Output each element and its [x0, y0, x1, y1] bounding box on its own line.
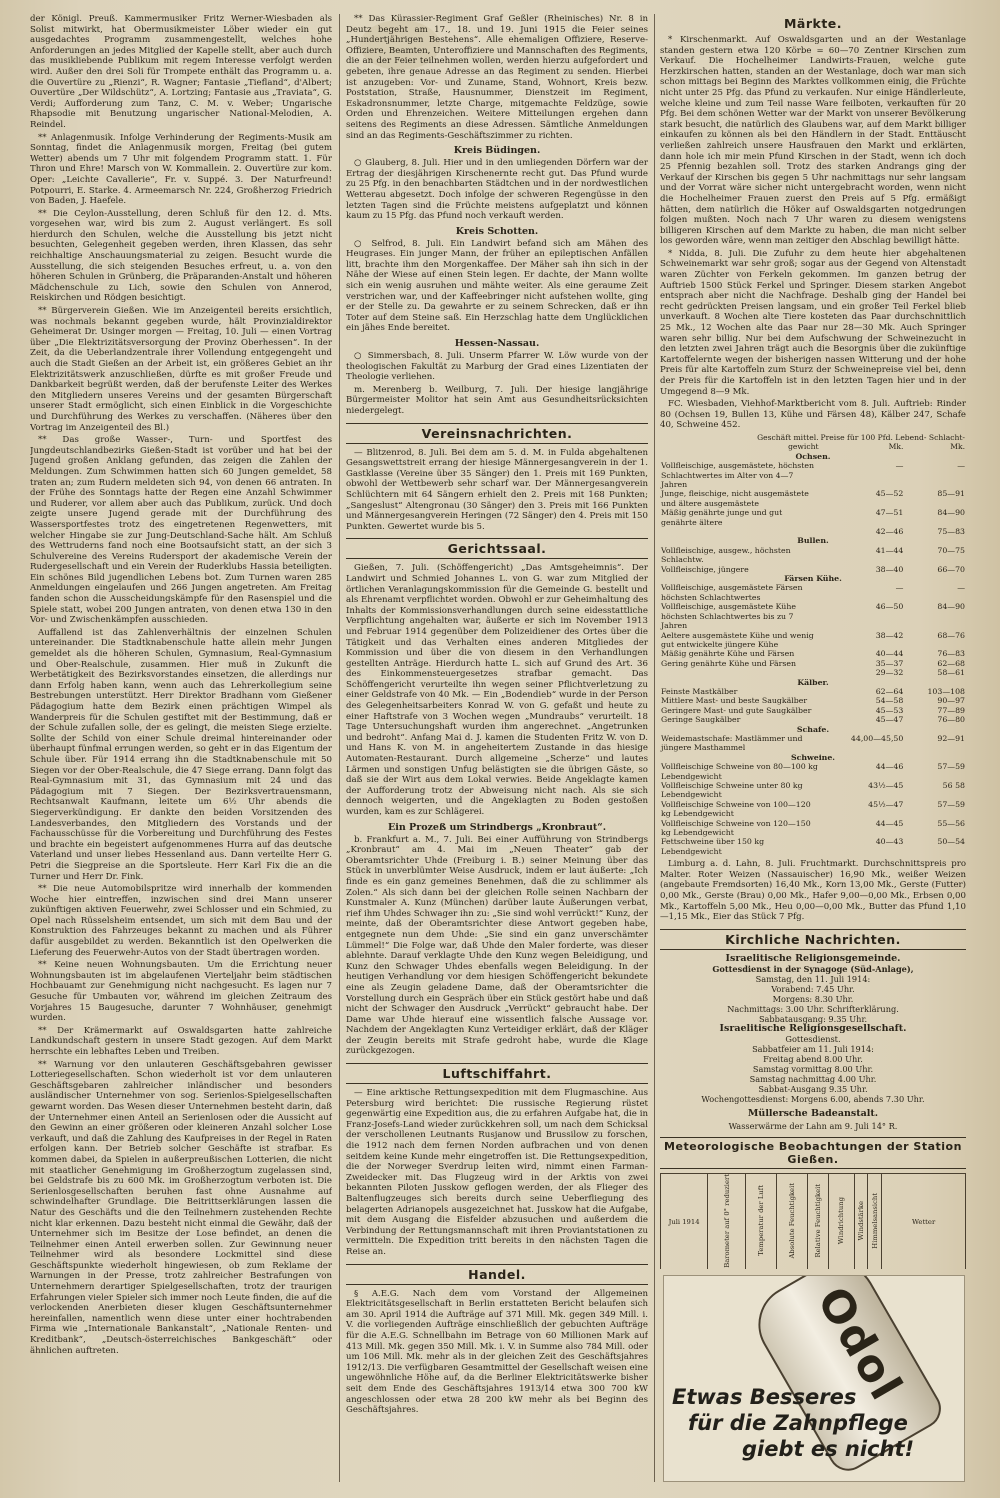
article-paragraph: ** Die neue Automobilspritze wird innerhalb der kommenden Woche hier eintreffen, inzwischen sind drei Mann unserer zukünftigen aktiven Feuerwehr, zwei Schlosser und ein Schmied, zu Opel nach Rüsselsheim entsendet, um sich mit dem Bau und der Konstruktion des Fahrzeuges bekannt zu machen und als Führer dafür ausgebildet zu werden. Bekanntlich ist den Opelwerken die Lieferung des Feuerwehr-Autos von der Stadt übertragen worden. [30, 884, 332, 958]
ad-line-2: für die Zahnpflege [688, 1411, 908, 1435]
price-section-label: Ochsen. [795, 451, 831, 461]
article-paragraph: der Königl. Preuß. Kammermusiker Fritz Werner-Wiesbaden als Solist mitwirkt, hat Obermusikmeister Löber wieder ein gut ausgedachtes Programm zusammengestellt, welches hohe Anforderungen an jedes Mitglied der Kapelle stellt, aber auch durch das musikliebende Publikum mit regem Interesse verfolgt werden wird. Außer den drei Soli für Trompete enthält das Programm u. a. die Ouvertüre zu „Rienzi“, R. Wagner; Fantasie „Tiefland“, d'Albert; Ouvertüre „Der Wildschütz“, A. Lortzing; Fantasie aus „Traviata“, G. Verdi; Aufforderung zum Tanz, C. M. v. Weber; Ungarische Rhapsodie mit Benutzung ungarischer National-Melodien, A. Reindel. [30, 14, 332, 130]
church-notice-line: Israelitische Religionsgesellschaft. [719, 1022, 907, 1034]
price-slaughter: 56 58 [942, 781, 965, 790]
price-section-row [660, 574, 966, 583]
article-paragraph: ** Anlagenmusik. Infolge Verhinderung der Regiments-Musik am Sonntag, findet die Anlagenmusik morgen, Freitag (bei gutem Wetter) abends um 7 Uhr mit folgendem Programm statt. 1. Für Thron und Ehre! Marsch von W. Kommallein. 2. Ouvertüre zur kom. Oper: „Leichte Cavallerie“, Fr. v. Suppé. 3. Der Naturfreund! Potpourri, E. Starke. 4. Armeemarsch Nr. 224, Großherzog Friedrich von Baden, J. Haefele. [30, 132, 332, 207]
article-paragraph: ** Die Ceylon-Ausstellung, deren Schluß für den 12. d. Mts. vorgesehen war, wird bis zum 2. August verlängert. Es soll hierdurch den Schulen, welche die Ausstellung bis jetzt nicht besuchten, Gelegenheit gegeben werden, ihren Klassen, das sehr reichhaltige Anschauungsmaterial zu zeigen. Besucht wurde die Ausstellung, die sich steigenden Besuches erfreut, u. a. von den höheren Schulen in Grünberg, die Präparanden-Anstalt und höheren Mädchenschule zu Lich, sowie den Schulen von Annerod, Reiskirchen und Rödgen besichtigt. [30, 208, 332, 304]
price-row [660, 706, 966, 715]
price-slaughter: 68—76 [937, 630, 965, 640]
section-heading-meteorologie: Meteorologische Beobachtungen der Station Gießen. [660, 1137, 966, 1169]
cattle-price-table [660, 433, 966, 856]
church-notice-line: Samstag vormittag 8.00 Uhr. [752, 1063, 874, 1074]
weather-column-label: Wetter [912, 1217, 936, 1226]
price-label: Vollfleischige, ausgemästete Färsen höchsten Schlachtwertes [661, 583, 803, 602]
weather-column-label: Juli 1914 [668, 1217, 700, 1226]
price-section-label: Färsen Kühe. [784, 574, 842, 584]
price-slaughter: 66—70 [937, 564, 965, 574]
price-row [660, 659, 966, 668]
price-row [660, 819, 966, 838]
weather-column-header [708, 1173, 746, 1269]
article-paragraph: ** Das große Wasser-, Turn- und Sportfest des Jungdeutschlandbezirks Gießen-Stadt ist vorüber und hat bei der Jugend großen Anklang gefunden, das zeigen die Zahlen der Meldungen. Zum Schwimmen hatten sich 60 Jungen gemeldet, 58 traten an; zum Rudern meldeten sich 94, von denen 66 antraten. In der Frühe des Sonntags hatte der Regen eine Anzahl Schwimmer und Ruderer, vor allem aber auch das Publikum, zurück. Und doch zeigte unsere Jugend gerade mit der Durchführung des Wassersportfestes trotz des eingetretenen Regenwetters, mit welcher Hingabe sie zur Jung-Deutschland-Sache hält. Am Schluß des Wettruderns fand noch eine Bootsaufsicht statt, an der sich 3 Schulvereine des Vereins Rudersport der akademische Verein der Rudergesellschaft und ein Verein der Ruderklubs Hassia beteiligten. Ein schönes Bild jugendlichen Lebens bot. Zum Turnen waren 285 Anmeldungen eingelaufen und 266 Jungen angetreten. Am Freitag fanden schon die Ausscheidungskämpfe für den Rasenspiel und die Spiele statt, wobei 200 Jungen antraten, von denen etwa 130 in den Vor- und Zwischenkämpfen ausschieden. [30, 435, 332, 626]
price-label [660, 527, 820, 536]
article-paragraph: Gießen, 7. Juli. (Schöffengericht) „Das Amtsgeheimnis“. Der Landwirt und Schmied Johannes L. von G. war zum Mitglied der örtlichen Veranlagungskommission für die Gemeinde G. bestellt und als Ehrenamt verpflichtet worden. Obwohl er zur Geheimhaltung des Inhalts der Kommissionsverhandlungen durch seine eidesstattliche Verpflichtung angehalten war, äußerte er sich im November 1913 und Februar 1914 gegenüber dem Polizeidiener des Ortes über die Tätigkeit und das Verhalten eines anderen Mitgliedes der Kommission und über die von diesem in den Verhandlungen gestellten Anträge. Hierdurch hatte L. sich auf Grund des Art. 36 des Einkommensteuergesetzes strafbar gemacht. Das Schöffengericht verurteilte ihn wegen seiner Pflichtverletzung zu einer Geldstrafe von 40 Mk. — Ein „Bodendieb“ wurde in der Person des Gelegenheitsarbeiters Konrad W. von G. gefaßt und heute zu einer Haftstrafe von 3 Wochen wegen „Mundraubs“ verurteilt. 18 Tage Untersuchungshaft wurden ihm angerechnet. „Angetrunken und bedroht“. Anfang Mai d. J. kamen die Studenten Fritz W. von D. und Hans K. von M. in angeheitertem Zustande in das hiesige Automaten-Restaurant. Durch allgemeine „Scherze“ und lautes Lärmen und sonstigen Unfug belästigten sie die übrigen Gäste, so daß sie der Wirt aus dem Lokal verwies. Beide Angeklagte kamen der Aufforderung trotz der Abweisung nicht nach. Als sie sich dennoch weigerten, und die Angeklagten zu Boden gestoßen wurden, kam es zur Schlägerei. [346, 563, 648, 817]
article-paragraph: ○ Selfrod, 8. Juli. Ein Landwirt befand sich am Mähen des Heugrases. Ein junger Mann, der früher an epileptischen Anfällen litt, brachte ihm den Morgenkaffee. Der Mäher sah ihn sich in der Nähe der Wiese auf einen Stein legen. Er dachte, der Mann wollte sich ein wenig ausruhen und mähte weiter. Als eine geraume Zeit verstrichen war, und der Kaffeebringer nicht aufstehen wollte, ging er der Stelle zu. Da gewahrte er zu seinem Schrecken, daß er ihn Toter auf dem Steine saß. Ein Herzschlag hatte dem Unglücklichen ein jähes Ende bereitet. [346, 238, 648, 334]
church-notice-line: Gottesdienst in der Synagoge (Süd-Anlage), [712, 963, 914, 974]
weather-column-header [868, 1173, 882, 1269]
section-heading-handel: Handel. [346, 1264, 648, 1285]
price-slaughter: 76—83 [937, 649, 965, 659]
price-label: Junge, fleischige, nicht ausgemästete und ältere ausgemästete [661, 489, 809, 508]
article-paragraph: ** Bürgerverein Gießen. Wie im Anzeigenteil bereits ersichtlich, was nochmals bekannt gegeben wurde, hält Provinzialdirektor Geheimerat Dr. Usinger morgen — Freitag, 10. Juli — einen Vortrag über „Die Elektrizitätsversorgung der Provinz Oberhessen“. In der Zeit, da die Ueberlandzentrale ihrer Vollendung entgegengeht und auch die Stadt Gießen an der Arbeit ist, ein größeres Gebiet an ihr Elektrizitätswerk anzuschließen, dürfte es mit großer Freude und Dankbarkeit begrüßt werden, daß der berufenste Leiter des Werkes den Mitgliedern unseres Vereins und der gesamten Bürgerschaft unserer Stadt ermöglicht, sich einen Einblick in die Vorgeschichte und Durchführung des Werkes zu verschaffen. (Näheres über den Vortrag im Anzeigenteil des Bl.) [30, 306, 332, 433]
price-section-row [660, 753, 966, 762]
article-paragraph: — Eine arktische Rettungsexpedition mit dem Flugmaschine. Aus Petersburg wird berichtet: Die russische Regierung rüstet gegenwärtig eine Expedition aus, die zu erfahren Aufgabe hat, die in Franz-Josefs-Land wieder zurückkehren soll, um nach dem Schicksal der verschollenen Leutnants Rusjanow und Brussilow zu forschen, die 1912 nach dem fernen Norden aufbrachen und von denen seitdem keine Kunde mehr eingetroffen ist. Die Rettungsexpedition, die der Norweger Sverdrup leiten wird, nimmt einen Farman-Zweidecker mit. Das Flugzeug wird in der Arktis von zwei bekannten Piloten Jusskow geflogen werden, der als Flieger des Baltenflugzeuges sich bereits durch seine Ueberfliegung des belagerten Adrianopels ausgezeichnet hat. Jusskow hat die Aufgabe, mit dem Ausgang die Eisfelder abzusuchen und außerdem die Verbindung der Rettungsmannschaft mit ihren Proviantstationen zu vermitteln. Die Expedition tritt bereits in den nächsten Tagen die Reise an. [346, 1088, 648, 1257]
price-label: Mäßig genährte junge und gut genährte ältere [661, 508, 783, 527]
price-row [660, 649, 966, 658]
price-live: 45—53 [875, 705, 904, 715]
price-row [660, 631, 966, 650]
price-slaughter: 50—54 [937, 837, 965, 847]
price-label: Vollfleischige, ausgemästete Kühe höchsten Schlachtwertes bis zu 7 Jahren [661, 602, 796, 631]
article-paragraph: § A.E.G. Nach dem vom Vorstand der Allgemeinen Elektricitätsgesellschaft in Berlin erstatteten Bericht belaufen sich am 30. April 1914 die Aufträge auf 371 Mill. Mk. gegen 349 Mill. i. V. die vorliegenden Aufträge einschließlich der gebuchten Aufträge für die A.E.G. Schnellbahn im Betrage von 60 Millionen Mark auf 413 Mill. Mk. gegen 350 Mill. Mk. i. V. in Summe also 784 Mill. oder um 106 Mill. Mk. mehr als in der gleichen Zeit des Geschäftsjahres 1912/13. Die verfügbaren Gesamtmittel der Gesellschaft weisen eine ungewöhnliche Höhe auf, da die Berliner Elektricitätswerke bisher seit dem Ende des Geschäftsjahres 1913/14 etwa 300 700 kW angeschlossen oder etwa 28 200 kW mehr als bei Beginn des Geschäftsjahres. [346, 1288, 648, 1416]
price-header-title [820, 433, 966, 442]
church-notice-line: Sabbatfeier am 11. Juli 1914: [752, 1043, 874, 1054]
price-row [660, 527, 966, 536]
price-header-c1: Preise für 100 Pfd. Lebend- [820, 432, 927, 442]
price-live: 38—42 [875, 630, 904, 640]
church-notice-line: Samstag, den 11. Juli 1914: [755, 973, 871, 984]
price-live: 45½—47 [868, 799, 904, 809]
column-rule [339, 14, 340, 1482]
price-label: Vollfleischige Schweine von 100—120 kg Lebendgewicht [661, 799, 811, 819]
price-slaughter: 85—91 [937, 489, 965, 499]
price-header-left: Geschäft mittel. [757, 432, 819, 442]
price-label: Vollfleischige Schweine unter 80 kg Lebendgewicht [661, 781, 803, 800]
price-label: Mittlere Mast- und beste Saugkälber [661, 696, 808, 706]
article-paragraph: ○ Glauberg, 8. Juli. Hier und in den umliegenden Dörfern war der Ertrag der diesjährigen Kirschenernte recht gut. Das Pfund wurde zu 25 Pfg. in den benachbarten Städtchen und in der nordwestlichen Wetterau abgesetzt. Doch infolge der schweren Regengüsse in den letzten Tagen sind die Früchte meistens aufgeplatzt und können kaum zu 15 Pfg. das Pfund noch verkauft werden. [346, 158, 648, 222]
price-live: 44,00—45,50 [850, 733, 904, 743]
price-slaughter: 75—83 [937, 527, 965, 537]
weather-column-label: Barometer auf 0° reduziert [722, 1173, 731, 1268]
price-header-c2: Schlacht- [928, 432, 965, 442]
section-subhead-badeanstalt: Müllersche Badeanstalt. [747, 1107, 879, 1119]
article-paragraph: Limburg a. d. Lahn, 8. Juli. Fruchtmarkt. Durchschnittspreis pro Malter. Roter Weizen (Nassauischer) 16,90 Mk., weißer Weizen (angebaute Fremdsorten) 16,40 Mk., Korn 13,00 Mk., Gerste (Futter) 0,00 Mk., Gerste (Brau) 0,00 Mk., Hafer 9,00—0,00 Mk., Erbsen 0,00 Mk., Kartoffeln 5,00 Mk., Heu 0,00—0,00 Mk., Butter das Pfund 1,10—1,15 Mk., Eier das Stück 7 Pfg. [660, 859, 966, 923]
article-paragraph: ** Keine neuen Wohnungsbauten. Um die Errichtung neuer Wohnungsbauten ist im abgelaufenen Vierteljahr beim städtischen Hochbauamt zur Genehmigung nicht nachgesucht. Es lagen nur 7 Gesuche für Umbauten vor, während im gleichen Zeitraum des Vorjahres 15 Baugesuche, darunter 7 Wohnhäuser, genehmigt wurden. [30, 960, 332, 1024]
price-unit: Mk. [950, 442, 965, 452]
price-live: 46—50 [875, 602, 904, 612]
price-slaughter: 84—90 [937, 508, 965, 518]
weather-column-header [661, 1173, 708, 1269]
article-paragraph: ○ Simmersbach, 8. Juli. Unserm Pfarrer W. Löw wurde von der theologischen Fakultät zu Marburg der Grad eines Lizentiaten der Theologie verliehen. [346, 351, 648, 383]
article-paragraph: * Nidda, 8. Juli. Die Zufuhr zu dem heute hier abgehaltenen Schweinemarkt war sehr groß; sogar aus der Gegend von Altenstadt waren Züchter von Ferkeln gekommen. Im ganzen betrug der Auftrieb 1500 Stück Ferkel und Springer. Diesem starken Angebot entsprach aber nicht die Nachfrage. Deshalb ging der Handel bei recht gedrückten Preisen langsam, und ein großer Teil Ferkel blieb unverkauft. 8 Wochen alte Tiere kosteten das Paar durchschnittlich 25 Mk., 12 Wochen alte das Paar nur 28—30 Mk. Auch Springer waren sehr billig. Nur bei dem Aufschwung der Schweinezucht in den letzten zwei Jahren trägt auch die Besorgnis über die zukünftige Kartoffelernte wegen der bisherigen nassen Witterung und der hohe Preis für alte Kartoffeln zum Sturz der Schweinepreise viel bei, denn der Preis für die Kartoffeln ist in den letzten Tagen hier und in der Umgegend 8—9 Mk. [660, 248, 966, 397]
price-section-label: Bullen. [797, 536, 829, 546]
price-live: 47—51 [875, 508, 904, 518]
article-subhead: Ein Prozeß um Strindbergs „Kronbraut“. [387, 821, 607, 833]
price-section-row [660, 536, 966, 545]
church-notice-line: Nachmittags: 3.00 Uhr. Schrifterklärung. [727, 1003, 899, 1014]
price-section-row [660, 678, 966, 687]
ad-line-1: Etwas Besseres [672, 1385, 857, 1409]
price-label: Vollfleischige Schweine von 120—150 kg Lebendgewicht [661, 818, 811, 838]
price-row [660, 687, 966, 696]
price-row [660, 583, 966, 602]
price-slaughter: 77—89 [937, 705, 965, 715]
bottle-label: Odol [806, 1278, 913, 1410]
article-paragraph: — Blitzenrod, 8. Juli. Bei dem am 5. d. M. in Fulda abgehaltenen Gesangswettstreit errang der hiesige Männergesangverein in der 1. Gastklasse (Vereine über 35 Sänger) den 1. Preis mit 169 Punkten, obwohl der Wettbewerb sehr scharf war. Der Männergesangverein Schlüchtern mit 64 Sängern erhielt den 2. Preis mit 168 Punkten; „Sangeslust“ Altengronau (30 Sänger) den 3. Preis mit 166 Punkten und Männergesangverein Heringen (72 Sänger) den 4. Preis mit 150 Punkten. Gewertet wurde bis 5. [346, 447, 648, 532]
price-label: Weidemastschafe: Mastlämmer und jüngere Masthammel [661, 733, 803, 753]
weather-column-header [777, 1173, 808, 1269]
price-live: 44—46 [875, 762, 904, 772]
ad-line-3: giebt es nicht! [742, 1437, 915, 1461]
price-live: 40—44 [875, 649, 904, 659]
price-label: Aeltere ausgemästete Kühe und wenig gut entwickelte jüngere Kühe [661, 630, 814, 649]
weather-column-label: Relative Feuchtigkeit [814, 1183, 823, 1258]
price-section-row [660, 452, 966, 461]
price-live: — [895, 583, 904, 593]
church-notice-line: Morgens: 8.30 Uhr. [772, 993, 854, 1004]
price-row [660, 546, 966, 565]
odol-advertisement [663, 1275, 965, 1482]
price-slaughter: 90—97 [937, 696, 965, 706]
price-live: 54—58 [875, 696, 904, 706]
price-label: Vollfleischige, ausgemästete, höchsten Schlachtwertes im Alter von 4—7 Jahren [661, 461, 814, 489]
section-heading-kirchliche: Kirchliche Nachrichten. [660, 929, 966, 950]
price-slaughter: — [957, 583, 965, 593]
church-notice-line: Wochengottesdienst: Morgens 6.00, abends 7.30 Uhr. [701, 1093, 925, 1104]
price-row [660, 461, 966, 489]
price-label: Vollfleischige Schweine von 80—100 kg Lebendgewicht [661, 762, 818, 781]
price-table-units [660, 442, 966, 451]
church-notice-line: Freitag abend 8.00 Uhr. [763, 1053, 863, 1064]
church-notice-line: Israelitische Religionsgemeinde. [725, 952, 901, 964]
price-live: 42—46 [875, 527, 904, 537]
article-paragraph: ** Das Kürassier-Regiment Graf Geßler (Rheinisches) Nr. 8 in Deutz begeht am 17., 18. und 19. Juni 1915 die Feier seines „Hundertjährigen Bestehens“. Alle ehemaligen Offiziere, Reserve-Offiziere, Beamten, Unteroffiziere und Mannschaften des Regiments, die an der Feier teilnehmen wollen, werden hierzu aufgefordert und gebeten, ihre genaue Adresse an das Regiment zu senden. Hierbei ist anzugeben: Vor- und Zuname, Stand, Wohnort, Kreis bezw. Poststation, Straße, Hausnummer, Dienstzeit im Regiment, Eskadronsnummer, letzte Charge, mitgemachte Feldzüge, sowie Orden und Ehrenzeichen. Weitere Mitteilungen ergehen dann seitens des Regiments an diese Adressen. Sämtliche Anmeldungen sind an das Regiments-Geschäftszimmer zu richten. [346, 14, 648, 141]
price-slaughter: — [957, 461, 965, 471]
price-slaughter: 57—59 [937, 762, 965, 772]
section-subhead: Kreis Schotten. [455, 225, 539, 237]
article-paragraph: * Kirschenmarkt. Auf Oswaldsgarten und an der Westanlage standen gestern etwa 120 Körbe = 60—70 Zentner Kirschen zum Verkauf. Die Hochelheimer Landwirts-Frauen, welche gute Herzkirschen hatten, standen an der Westanlage, doch war man sich schon mittags bei Beginn des Marktes vollkommen einig, die Früchte nicht unter 25 Pfg. das Pfund zu verkaufen. Nur einige Händlerleute, welche kleine und zum Teil nasse Ware feilboten, verkauften für 20 Pfg. Bei dem schönen Wetter war der Markt von unserer Bevölkerung stark besucht, die natürlich des Glaubens war, auf dem Markt billiger einkaufen zu können als bei den Händlern in der Stadt. Enttäuscht verließen zahlreich unsere Hausfrauen den Markt und erklärten, dann hole ich mir mein Pfund Kirschen in der Stadt, wenn ich doch 25 Pfennig bezahlen soll. Trotz des starken Andrangs ging der Verkauf der Kirschen bis gegen 5 Uhr nachmittags nur sehr langsam und der Vorrat wäre sicher nicht untergebracht worden, wenn nicht die Hochelheimer Frauen zuerst den Preis auf 5 Pfg. ermäßigt hätten, dem natürlich die Höker auf Oswaldsgarten notgedrungen folgen mußten. Noch nach 7 Uhr waren zu diesem wenigstens billigeren Kirschen auf dem Markte zu haben, die man nicht selber los geworden wäre, wenn man zeitiger den Abschlag bewilligt hätte. [660, 35, 966, 247]
price-label: Geringere Mast- und gute Saugkälber [661, 705, 812, 715]
price-row [660, 837, 966, 856]
article-paragraph: Auffallend ist das Zahlenverhältnis der einzelnen Schulen untereinander. Die Stadtknabenschule hatte allein mehr Jungen gemeldet als die höheren Schulen, Gymnasium, Real-Gymnasium und Ober-Realschule, zusammen. Hier muß in Zukunft die Werbetätigkeit des Bezirksvorstandes einsetzen, die allerdings nur dann Erfolg haben kann, wenn auch das Lehrerkollegium seine Bestrebungen unterstützt. Herr Direktor Bradhann vom Gießener Pädagogium hatte dem Bezirk einen prächtigen Wimpel als Wanderpreis für die Schulen gestiftet mit der Bestimmung, daß er der Schule zufallen solle, der es gelingt, die meisten Siege erzielte. Sollte der Schild von einer Schule dreimal hintereinander oder überhaupt fünfmal errungen werden, so geht er in das Eigentum der Schule über. Für 1914 errang ihn die Stadtknabenschule mit 50 Siegen vor der Ober-Realschule, die 47 Siege errang. Dann folgt das Real-Gymnasium mit 31, das Gymnasium mit 24 und das Pädagogium mit 7 Siegen. Der Bezirksvertrauensmann, Rechtsanwalt Kaufmann, leitete um 6½ Uhr abends die Siegerverkündigung. Er dankte den beiden Vorsitzenden des Landesverbandes, den Mitgliedern des Vorstands und der Fachausschüsse für die Vorbereitung und Durchführung des Festes und brachte ein begeistert aufgenommenes Hurra auf das deutsche Vaterland und unser liebes Hessenland aus. Dann verteilte Herr G. Petri die Siegpreise an die Sportsleute. Herr Karl Fix die an die Turner und Herr Dr. Fink. [30, 627, 332, 882]
price-table-header [660, 433, 966, 442]
weather-column-label: Windrichtung [837, 1197, 846, 1245]
price-slaughter: 55—56 [937, 818, 965, 828]
weather-column-label: Temperatur der Luft [757, 1185, 766, 1256]
price-header-c3: gewicht [788, 442, 819, 452]
section-heading-maerkte: Märkte. [783, 16, 843, 31]
column-1 [30, 14, 332, 1484]
article-paragraph: ** Warnung vor den unlauteren Geschäftsgebahren gewisser Lotteriegesellschaften. Schon wiederholt ist vor dem unlauteren Geschäftsgebaren zahlreicher inländischer und besonders ausländischer Unternehmer von sog. Serienlos-Spielgesellschaften gewarnt worden. Das Wesen dieser Unternehmen besteht darin, daß der Unternehmer einen Anteil an Serienlosen oder die Aussicht auf den Gewinn an einer größeren oder kleineren Anzahl solcher Lose verkauft, und daß die Zahlung des Kaufpreises in der Regel in Raten erfolgen kann. Der Betrieb solcher Geschäfte ist strafbar. Es kommen dabei, da Spielen in außerpreußischen Lotterien, die nicht mit staatlicher Genehmigung im Großherzogtum zugelassen sind, bei Geldstrafe bis zu 600 Mk. im Großherzogtum verboten ist. Die Serienlosgesellschaften beruhen fast ohne Ausnahme auf schwindelhafter Grundlage. Die Beitrittserklärungen lassen die Natur des Geschäfts und die den Teilnehmern zustehenden Rechte nicht klar erkennen. Dazu besteht nicht einmal die Gewähr, daß der Unternehmer sich im Besitze der Lose befindet, an denen die Teilnehmer einen Anteil erwerben sollen. Zur Gewinnung neuer Teilnehmer wird als besondere Lockmittel sind diese Geschäftspunkte wiederholt hingewiesen, ob zum Reklame der Warnungen in der Presse, trotz zahlreicher Bestrafungen von Unternehmern derartiger Spielgesellschaften, trotz der traurigen Erfahrungen vieler Spieler sich immer noch Leute finden, die auf die verlockenden Anerbieten dieser klugen Geschäftsunternehmer hereinfallen, namentlich wenn diese unter einer hochtrabenden Firma wie „Internationale Bankanstalt“, „Nationale Renten- und Kreditbank“, „Deutsch-österreichisches Bankgeschäft“ oder ähnlichen auftreten. [30, 1059, 332, 1356]
price-slaughter: 70—75 [937, 545, 965, 555]
price-row [660, 565, 966, 574]
price-live: 62—64 [875, 686, 904, 696]
price-slaughter: 84—90 [937, 602, 965, 612]
church-notice-line: Gottesdienst. [785, 1033, 841, 1044]
weather-column-header [829, 1173, 855, 1269]
price-row [660, 734, 966, 753]
section-subhead: Kreis Büdingen. [453, 145, 541, 157]
water-temperature: Wasserwärme der Lahn am 9. Juli 14° R. [728, 1120, 898, 1131]
price-slaughter: 92—91 [937, 733, 965, 743]
section-heading-gerichtssaal: Gerichtssaal. [346, 538, 648, 559]
price-live: 29—32 [875, 668, 904, 678]
price-label: Geringe Saugkälber [661, 715, 741, 725]
price-row [660, 715, 966, 724]
church-notice-line: Sabbat-Ausgang 9.35 Uhr. [758, 1083, 868, 1094]
weather-header-row [661, 1173, 966, 1269]
price-live: 45—52 [875, 489, 904, 499]
price-label [660, 668, 820, 677]
price-slaughter: 57—59 [937, 799, 965, 809]
weather-table [660, 1173, 966, 1269]
column-2 [346, 14, 648, 1484]
price-slaughter: 58—61 [937, 668, 965, 678]
price-section-label: Kälber. [797, 677, 829, 687]
church-notice-line: Vorabend: 7.45 Uhr. [771, 983, 855, 994]
price-row [660, 762, 966, 781]
price-row [660, 781, 966, 800]
price-live: 44—45 [875, 818, 904, 828]
price-row [660, 508, 966, 527]
price-label: Vollfleischige, ausgew., höchsten Schlachtw. [661, 545, 791, 565]
weather-column-label: Himmelsansicht [870, 1192, 879, 1249]
price-label: Feinste Mastkälber [661, 686, 738, 696]
price-live: 41—44 [875, 545, 904, 555]
price-live: 45—47 [875, 715, 904, 725]
price-slaughter: 62—68 [937, 658, 965, 668]
article-paragraph: b. Frankfurt a. M., 7. Juli. Bei einer Aufführung von Strindbergs „Kronbraut“ am 4. Mai im „Neuen Theater“ gab der Oberamtsrichter Uhde (Freiburg i. B.) seiner Meinung über das Stück in unverblümter Weise Ausdruck, indem er laut äußerte: „Ich finde es ein ganz gemeines Benehmen, daß die zu schlimmer als Zolen.“ Als sich dann bei der gleichen Rolle seinen Nachbarn der Kunstmaler A. Kunz (München) darüber laute Äußerungen verbat, rief ihm Uhdes Schwager ihn zu: „Sie sind wohl verrückt!“ Kunz, der meinte, daß der Oberamtsrichter diese Antwort gegeben habe, entgegnete nun dem Uhde: „Sie sind ein ganz unverschämter Lümmel!“ Die Folge war, daß Uhde den Maler forderte, was dieser ablehnte. Darauf verklagte Uhde den Kunz wegen Beleidigung, und Kunz den Schwager Uhdes ebenfalls wegen Beleidigung. In der heutigen Verhandlung vor dem hiesigen Schöffengericht bekundete eine als Zeugin geladene Dame, daß der Oberamtsrichter die Vorstellung durch ein Gespräch über ein Stück gestört habe und daß nicht der Schwager den Ausdruck „Verrückt“ gebraucht habe. Der Dame war Uhde hierauf eine wissentlich falsche Aussage vor. Nachdem der Angeklagten Kunz Verteidiger erklärt, daß der Kläger der Zeugin bereits mit Strafe gedroht habe, wurde die Klage zurückgezogen. [346, 834, 648, 1057]
price-row [660, 602, 966, 630]
weather-column-label: Absolute Feuchtigkeit [788, 1182, 797, 1259]
price-row [660, 800, 966, 819]
church-notice-line: Samstag nachmittag 4.00 Uhr. [749, 1073, 877, 1084]
price-section-label: Schafe. [796, 724, 830, 734]
price-label: Fettschweine über 150 kg Lebendgewicht [661, 837, 765, 856]
column-rule [654, 14, 655, 1482]
price-row [660, 489, 966, 508]
weather-column-header [882, 1173, 966, 1269]
price-live: 38—40 [875, 564, 904, 574]
price-slaughter: 103—108 [927, 686, 965, 696]
price-live: 43½—45 [868, 781, 904, 790]
price-live: — [895, 461, 904, 471]
ad-slogan [672, 1384, 914, 1462]
weather-column-header [854, 1173, 868, 1269]
section-subhead: Hessen-Nassau. [454, 338, 540, 350]
section-heading-vereinsnachrichten: Vereinsnachrichten. [346, 423, 648, 444]
price-section-label: Schweine. [790, 752, 836, 762]
price-section-row [660, 725, 966, 734]
article-paragraph: FC. Wiesbaden, Viehhof-Marktbericht vom 8. Juli. Auftrieb: Rinder 80 (Ochsen 19, Bullen 13, Kühe und Färsen 48), Kälber 247, Schafe 40, Schweine 452. [660, 399, 966, 431]
column-3 [660, 14, 966, 1269]
article-paragraph: m. Merenberg b. Weilburg, 7. Juli. Der hiesige langjährige Bürgermeister Molitor hat sein Amt aus Gesundheitsrücksichten niedergelegt. [346, 384, 648, 416]
price-live: 40—43 [875, 837, 904, 847]
price-label: Vollfleischige, jüngere [661, 564, 749, 574]
weather-column-header [808, 1173, 829, 1269]
price-slaughter: 76—80 [937, 715, 965, 725]
price-row [660, 696, 966, 705]
weather-column-label: Windstärke [856, 1200, 865, 1241]
church-notices [660, 954, 966, 1104]
price-live: 35—37 [875, 658, 904, 668]
price-row [660, 668, 966, 677]
price-label: Gering genährte Kühe und Färsen [661, 658, 796, 668]
price-label: Mäßig genährte Kühe und Färsen [661, 649, 795, 659]
article-paragraph: ** Der Krämermarkt auf Oswaldsgarten hatte zahlreiche Landkundschaft gestern in unsere Stadt gezogen. Auf dem Markt herrschte ein lebhaftes Leben und Treiben. [30, 1025, 332, 1057]
section-heading-luftschiffahrt: Luftschiffahrt. [346, 1063, 648, 1084]
weather-column-header [746, 1173, 777, 1269]
church-notice-line: Sabbatausgang: 9.35 Uhr. [758, 1013, 868, 1024]
price-unit: Mk. [888, 442, 904, 452]
